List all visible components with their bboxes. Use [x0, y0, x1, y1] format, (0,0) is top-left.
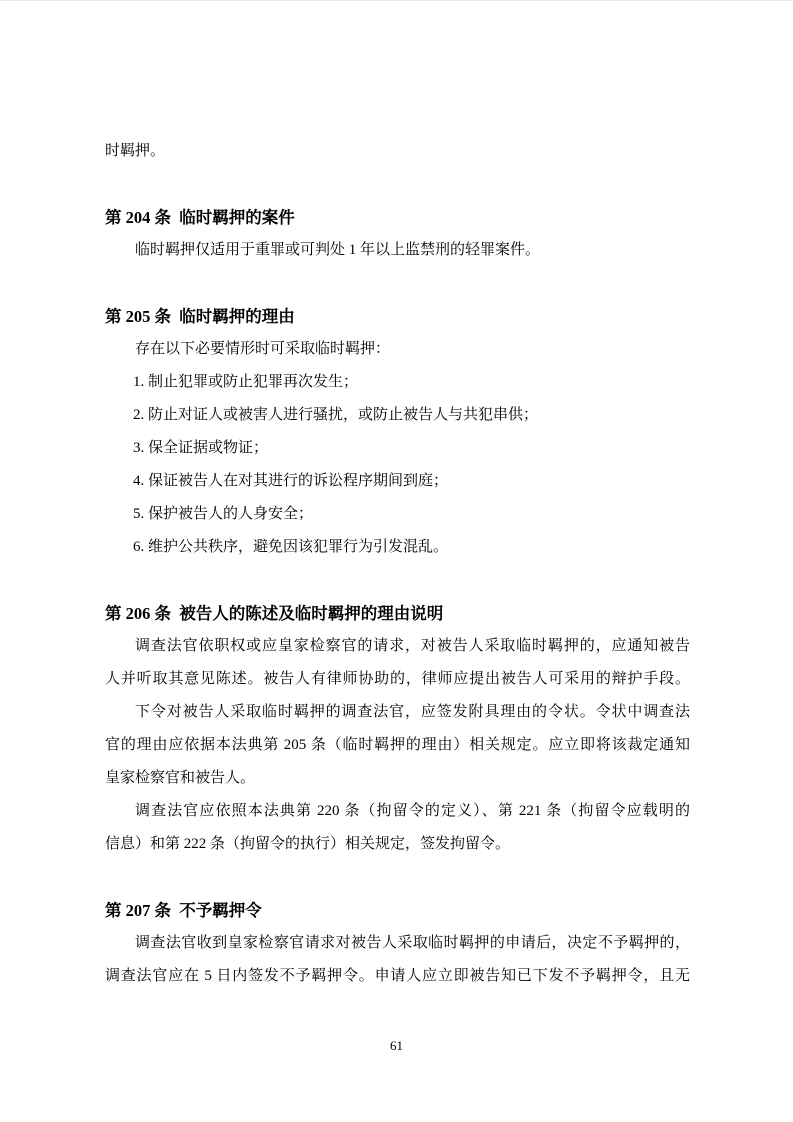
- continuation-paragraph-line: 时羁押。: [105, 143, 166, 159]
- list-item: 5. 保护被告人的人身安全；: [133, 506, 314, 522]
- section-article-205: [105, 300, 690, 564]
- list-item: 4. 保证被告人在对其进行的诉讼程序期间到庭；: [133, 473, 449, 489]
- paragraph-line: 官的理由应依据本法典第 205 条（临时羁押的理由）相关规定。应立即将该裁定通知: [105, 737, 690, 753]
- list-item: 1. 制止犯罪或防止犯罪再次发生；: [133, 374, 359, 390]
- list-item: 2. 防止对证人或被害人进行骚扰，或防止被告人与共犯串供；: [133, 407, 539, 423]
- list-item: 3. 保全证据或物证；: [133, 440, 269, 456]
- paragraph-line: 调查法官收到皇家检察官请求对被告人采取临时羁押的申请后，决定不予羁押的，: [135, 935, 690, 951]
- section-article-207: [105, 894, 690, 993]
- article-206-heading: 第 206 条 被告人的陈述及临时羁押的理由说明: [105, 604, 444, 623]
- article-205-heading: 第 205 条 临时羁押的理由: [105, 307, 295, 326]
- paragraph-line: 临时羁押仅适用于重罪或可判处 1 年以上监禁刑的轻罪案件。: [135, 242, 541, 258]
- paragraph-line: 存在以下必要情形时可采取临时羁押：: [135, 341, 391, 357]
- section-article-204: [105, 201, 690, 267]
- paragraph-line: 人并听取其意见陈述。被告人有律师协助的，律师应提出被告人可采用的辩护手段。: [105, 671, 690, 687]
- paragraph-line: 信息）和第 222 条（拘留令的执行）相关规定，签发拘留令。: [105, 836, 511, 852]
- paragraph-line: 调查法官应在 5 日内签发不予羁押令。申请人应立即被告知已下发不予羁押令，且无: [105, 968, 690, 984]
- list-item: 6. 维护公共秩序，避免因该犯罪行为引发混乱。: [133, 539, 449, 555]
- paragraph-line: 下令对被告人采取临时羁押的调查法官，应签发附具理由的令状。令状中调查法: [135, 704, 690, 720]
- section-article-206: [105, 597, 690, 861]
- article-207-heading: 第 207 条 不予羁押令: [105, 901, 262, 920]
- paragraph-line: 皇家检察官和被告人。: [105, 770, 256, 786]
- paragraph-line: 调查法官依职权或应皇家检察官的请求，对被告人采取临时羁押的，应通知被告: [135, 638, 690, 654]
- article-204-heading: 第 204 条 临时羁押的案件: [105, 208, 295, 227]
- paragraph-line: 调查法官应依照本法典第 220 条（拘留令的定义）、第 221 条（拘留令应载明的: [135, 803, 690, 819]
- document-body: [105, 135, 690, 993]
- page-number: 61: [390, 1038, 403, 1053]
